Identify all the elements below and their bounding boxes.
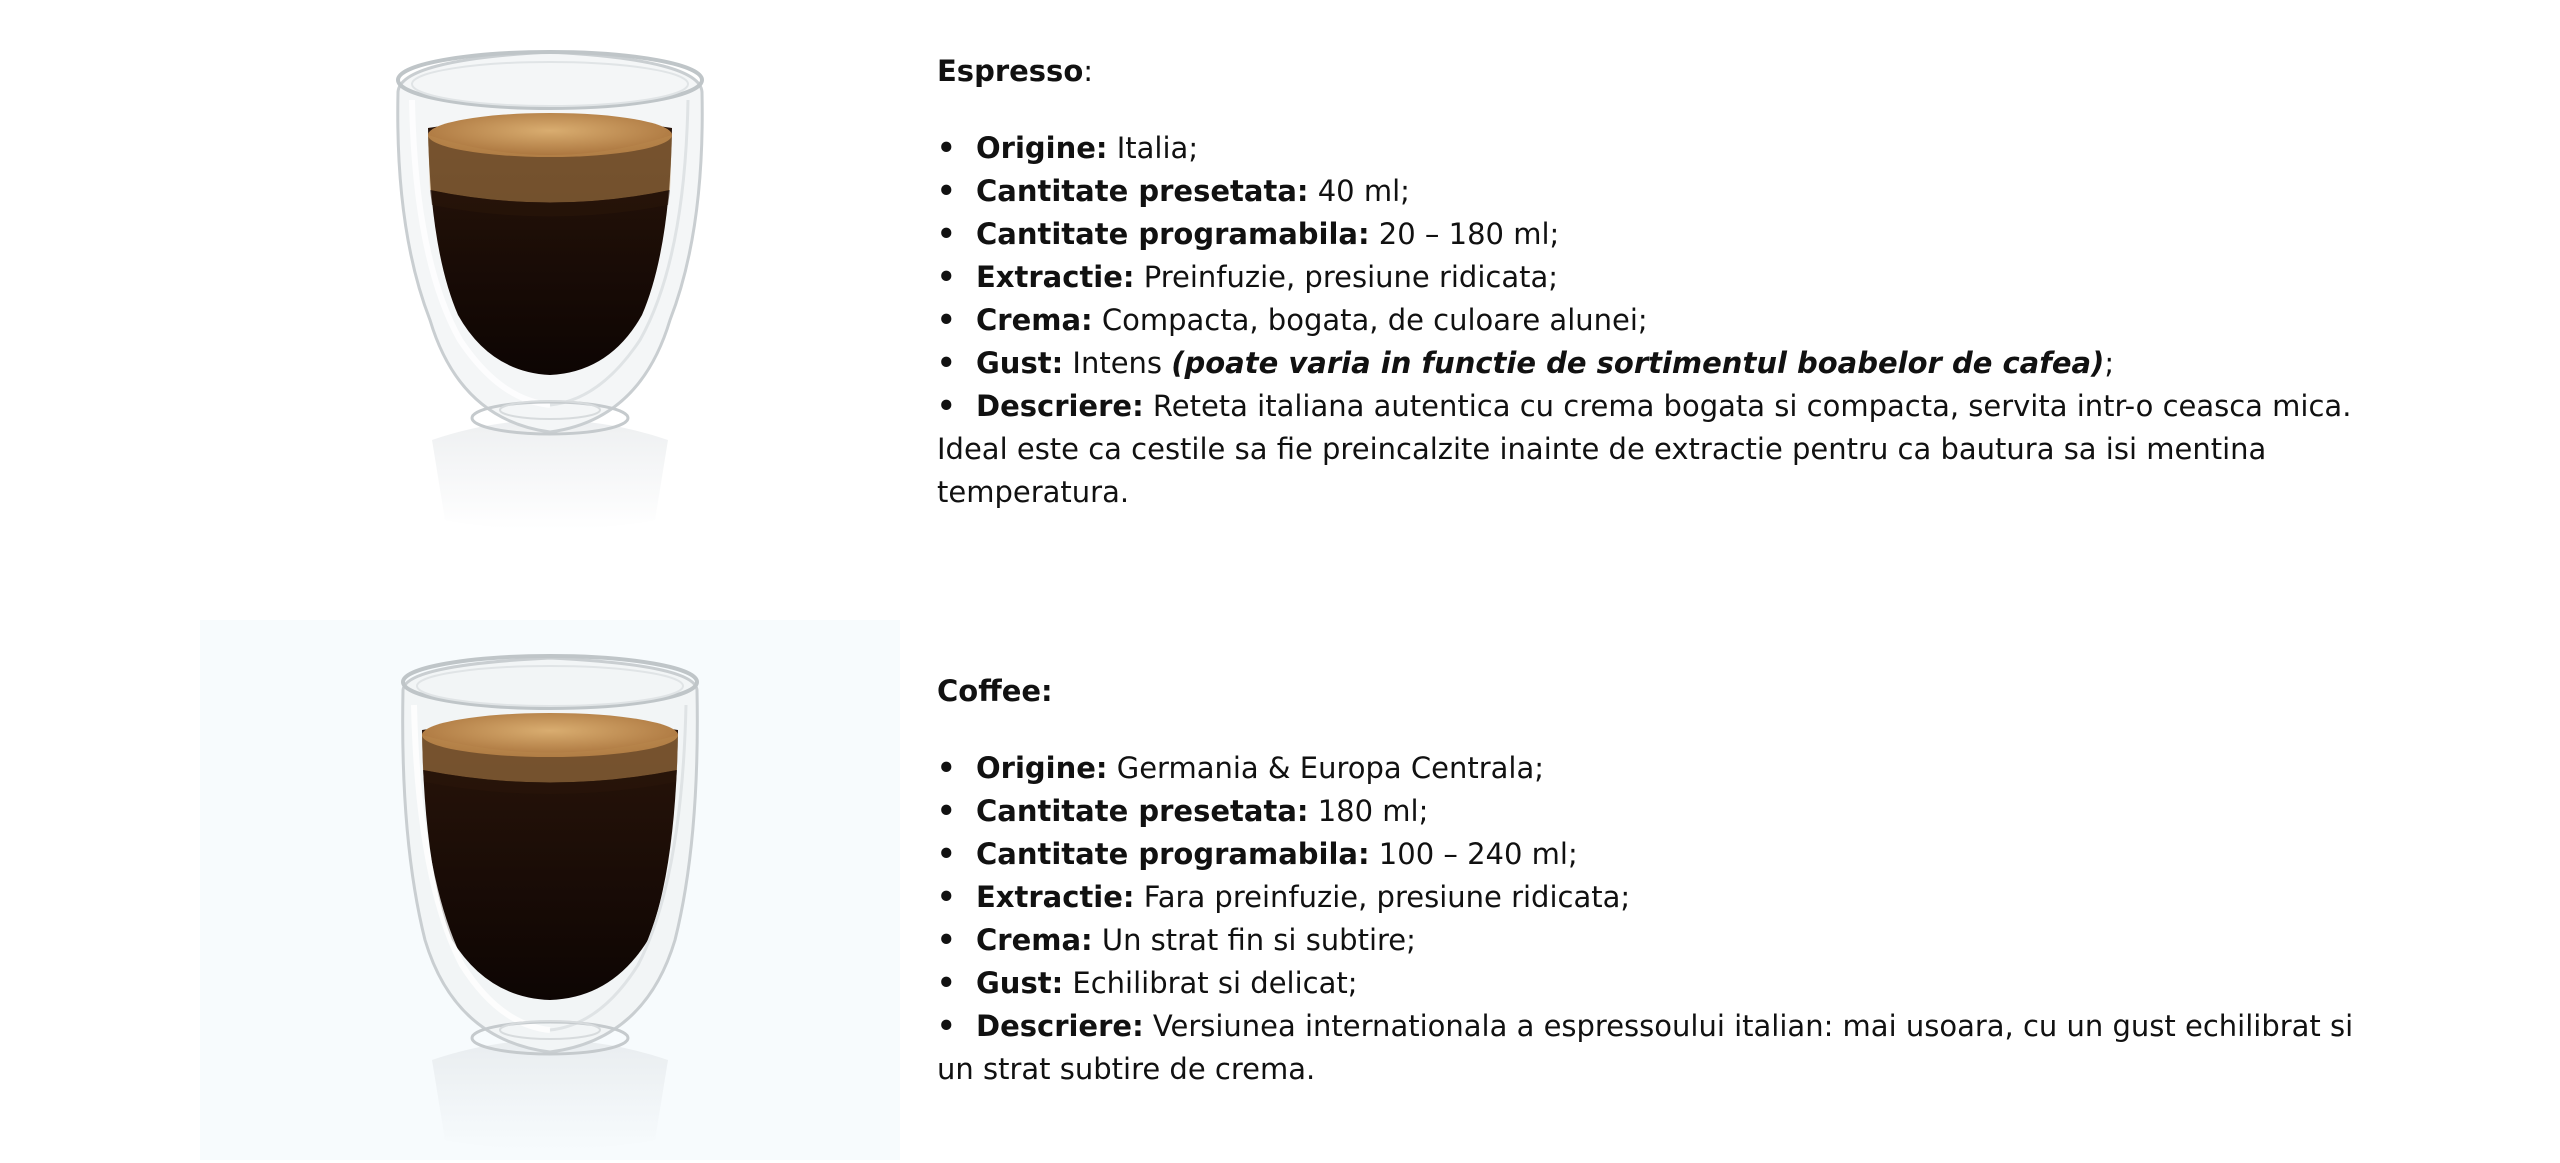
spec-value: Germania & Europa Centrala; — [1107, 751, 1545, 785]
spec-label: Cantitate presetata: — [976, 794, 1309, 828]
spec-value: Echilibrat si delicat; — [1063, 966, 1358, 1000]
list-item — [937, 342, 2397, 385]
spec-value: 100 – 240 ml; — [1369, 837, 1578, 871]
coffee-glass-illustration — [200, 620, 900, 1160]
list-item — [937, 833, 2397, 876]
spec-label: Descriere: — [976, 389, 1144, 423]
spec-label: Cantitate presetata: — [976, 174, 1309, 208]
spec-end: ; — [2104, 346, 2115, 380]
bullet: • — [937, 923, 956, 957]
coffee-description — [937, 670, 2397, 1091]
bullet: • — [937, 751, 956, 785]
spec-label: Cantitate programabila: — [976, 217, 1370, 251]
coffee-spec-list — [937, 747, 2397, 1091]
bullet: • — [937, 174, 956, 208]
bullet: • — [937, 966, 956, 1000]
list-item — [937, 256, 2397, 299]
list-item — [937, 747, 2397, 790]
espresso-glass-illustration — [200, 0, 900, 540]
list-item — [937, 876, 2397, 919]
espresso-heading — [937, 50, 2397, 93]
spec-label: Gust: — [976, 346, 1064, 380]
spec-label: Cantitate programabila: — [976, 837, 1370, 871]
espresso-description — [937, 50, 2397, 514]
spec-value: 20 – 180 ml; — [1369, 217, 1560, 251]
spec-value: Intens — [1063, 346, 1172, 380]
spec-label: Origine: — [976, 751, 1108, 785]
bullet: • — [937, 346, 956, 380]
coffee-heading — [937, 670, 2397, 713]
espresso-title: Espresso — [937, 54, 1084, 88]
spec-value: Compacta, bogata, de culoare alunei; — [1092, 303, 1648, 337]
spec-label: Gust: — [976, 966, 1064, 1000]
list-item — [937, 919, 2397, 962]
bullet: • — [937, 131, 956, 165]
bullet: • — [937, 217, 956, 251]
coffee-image — [200, 620, 900, 1160]
list-item — [937, 385, 2397, 514]
bullet: • — [937, 303, 956, 337]
spec-value: 180 ml; — [1308, 794, 1429, 828]
list-item — [937, 962, 2397, 1005]
list-item — [937, 1005, 2397, 1091]
spec-label: Descriere: — [976, 1009, 1144, 1043]
spec-value: 40 ml; — [1308, 174, 1410, 208]
bullet: • — [937, 794, 956, 828]
list-item — [937, 790, 2397, 833]
spec-label: Crema: — [976, 303, 1093, 337]
spec-label: Extractie: — [976, 260, 1135, 294]
spec-value: Fara preinfuzie, presiune ridicata; — [1134, 880, 1631, 914]
spec-value: Versiunea internationala a espressoului italian: mai usoara, cu un gust echilibrat si un strat subtire de crema. — [937, 1009, 2354, 1086]
bullet: • — [937, 260, 956, 294]
coffee-section — [0, 620, 2560, 1163]
spec-label: Origine: — [976, 131, 1108, 165]
spec-value: Reteta italiana autentica cu crema bogata si compacta, servita intr-o ceasca mica. Ideal este ca cestile sa fie preincalzite inainte de extractie pentru ca bautura sa isi mentina temperatura. — [937, 389, 2352, 509]
spec-value: Preinfuzie, presiune ridicata; — [1134, 260, 1559, 294]
bullet: • — [937, 837, 956, 871]
list-item — [937, 299, 2397, 342]
spec-value: Italia; — [1107, 131, 1199, 165]
spec-value: Un strat fin si subtire; — [1092, 923, 1416, 957]
espresso-section — [0, 0, 2560, 560]
list-item — [937, 170, 2397, 213]
bullet: • — [937, 1009, 956, 1043]
espresso-image — [200, 0, 900, 540]
spec-label: Crema: — [976, 923, 1093, 957]
spec-label: Extractie: — [976, 880, 1135, 914]
espresso-spec-list — [937, 127, 2397, 514]
list-item — [937, 127, 2397, 170]
bullet: • — [937, 880, 956, 914]
list-item — [937, 213, 2397, 256]
coffee-title: Coffee: — [937, 674, 1053, 708]
bullet: • — [937, 389, 956, 423]
espresso-title-suffix: : — [1083, 54, 1094, 88]
spec-note: (poate varia in functie de sortimentul boabelor de cafea) — [1171, 346, 2105, 380]
